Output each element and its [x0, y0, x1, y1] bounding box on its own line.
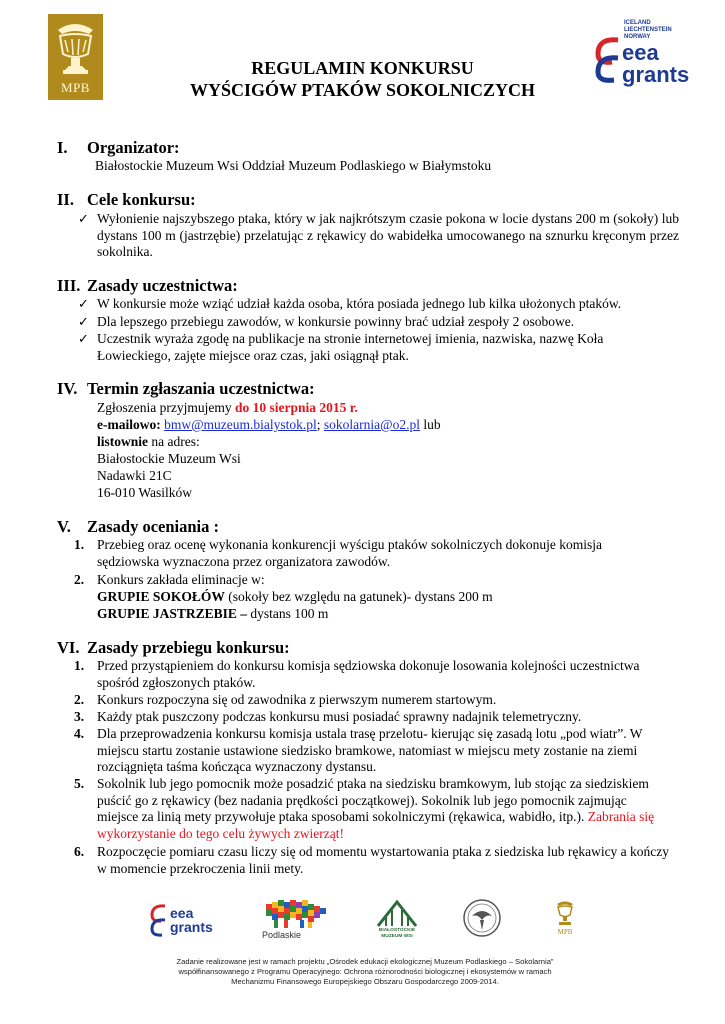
- check-icon: ✓: [78, 331, 89, 346]
- post-label: listownie: [97, 434, 149, 449]
- list-number: 2.: [74, 692, 85, 707]
- page-title: REGULAMIN KONKURSU: [251, 58, 474, 78]
- section-heading-evaluation: [57, 517, 219, 537]
- section-heading-goals: [57, 190, 196, 210]
- list-number: 2.: [74, 572, 85, 587]
- falcon-emblem-icon: [462, 898, 502, 938]
- museum-roof-icon: [374, 898, 420, 928]
- email-suffix: lub: [419, 417, 441, 432]
- deadline-label: Zgłoszenia przyjmujemy: [97, 400, 235, 415]
- section-number: V.: [57, 517, 71, 536]
- footer-note-line-3: Mechanizmu Finansowego Europejskiego Obszaru Gospodarczego 2009-2014.: [231, 977, 499, 986]
- check-icon: ✓: [78, 296, 89, 311]
- eea-text: eea: [622, 40, 659, 65]
- eea-country-3: NORWAY: [624, 34, 651, 40]
- check-icon: ✓: [78, 211, 89, 226]
- section-title: Zasady oceniania :: [87, 517, 220, 536]
- list-number: 4.: [74, 726, 85, 741]
- evaluation-item-2: Konkurs zakłada eliminacje w:: [97, 572, 265, 587]
- registration-email-line: [97, 417, 441, 434]
- post-suffix: na adres:: [148, 434, 200, 449]
- email-link-bmw[interactable]: bmw@muzeum.bialystok.pl: [164, 417, 317, 432]
- procedure-item-5-text: Sokolnik lub jego pomocnik może posadzić ptaka na siedzisku bramkowym, lub stojąc za siedziskiem puścić go z rękawicy (bez nadania prędkości początkowej). Sokolnik lub jego pomocnik zajmując miejsce za linią mety przywołuje ptaka sposobami sokolniczymi (rękawica, wabidło, itp.).: [97, 776, 649, 824]
- procedure-item-5: [97, 776, 667, 842]
- podlaskie-text: Podlaskie: [262, 930, 302, 940]
- list-number: 3.: [74, 709, 85, 724]
- address-line-2: Nadawki 21C: [97, 468, 172, 483]
- list-number: 1.: [74, 658, 85, 673]
- registration-post-line: [97, 434, 200, 451]
- group-hawks: [97, 606, 328, 623]
- email-label: e-mailowo:: [97, 417, 161, 432]
- eea-country-1: ICELAND: [624, 20, 651, 26]
- museum-logo-line-1: BIAŁOSTOCKIE: [378, 928, 416, 933]
- procedure-item-1: Przed przystąpieniem do konkursu komisja sędziowska dokonuje losowania kolejności uczestnictwa spośród zgłoszonych ptaków.: [97, 658, 640, 690]
- section-number: IV.: [57, 379, 78, 398]
- footer-eea-text: eea: [170, 905, 194, 921]
- procedure-item-6: Rozpoczęcie pomiaru czasu liczy się od momentu wystartowania ptaka z siedziska lub rękawicy a kończy w momencie przekroczenia linii mety.: [97, 844, 670, 876]
- museum-logo-text: [374, 928, 420, 940]
- footer-grants-text: grants: [170, 919, 213, 935]
- falcon-emblem-logo: [462, 898, 502, 938]
- footer-note: [120, 957, 610, 987]
- group-falcons: [97, 589, 493, 606]
- group-falcons-label: GRUPIE SOKOŁÓW: [97, 589, 225, 604]
- podlaskie-logo: [262, 898, 342, 944]
- address-line-1: Białostockie Muzeum Wsi: [97, 451, 241, 466]
- footer-urn-icon: [554, 898, 576, 928]
- evaluation-item-1: Przebieg oraz ocenę wykonania konkurencji wyścigu ptaków sokolniczych dokonuje komisja sędziowska wyznaczona przez organizatora zawodów.: [97, 537, 602, 569]
- section-heading-procedure: [57, 638, 290, 658]
- procedure-item-2: Konkurs rozpoczyna się od zawodnika z pierwszym numerem startowym.: [97, 692, 497, 707]
- section-title: Zasady przebiegu konkursu:: [87, 638, 290, 657]
- section-heading-participation: [57, 276, 238, 296]
- section-title: Termin zgłaszania uczestnictwa:: [87, 379, 315, 398]
- footer-mpb-text: MPB: [557, 928, 573, 936]
- mpb-logo-text: MPB: [61, 80, 90, 95]
- section-number: VI.: [57, 638, 80, 657]
- grants-text: grants: [622, 62, 690, 87]
- section-number: III.: [57, 276, 81, 295]
- section-number: I.: [57, 138, 68, 157]
- group-hawks-label: GRUPIE JASTRZEBIE –: [97, 606, 248, 621]
- goals-item-1: Wyłonienie najszybszego ptaka, który w jak najkrótszym czasie pokona w locie dystans 200 m (sokoły) lub dystans 100 m (jastrzębie) przelatując z rękawicy do wabidełka umocowanego na sznurku kręconym przez sokolnika.: [97, 211, 679, 259]
- page-subtitle: WYŚCIGÓW PTAKÓW SOKOLNICZYCH: [189, 80, 536, 100]
- eea-countries: [624, 20, 672, 41]
- registration-deadline: [97, 400, 358, 417]
- section-title: Organizator:: [87, 138, 180, 157]
- list-number: 5.: [74, 776, 85, 791]
- organizer-text: Białostockie Muzeum Wsi Oddział Muzeum Podlaskiego w Białymstoku: [95, 158, 492, 173]
- email-link-sokolarnia[interactable]: sokolarnia@o2.pl: [323, 417, 420, 432]
- section-heading-registration: [57, 379, 315, 399]
- section-number: II.: [57, 190, 74, 209]
- procedure-item-3: Każdy ptak puszczony podczas konkursu musi posiadać sprawny nadajnik telemetryczny.: [97, 709, 582, 724]
- participation-item-1: W konkursie może wziąć udział każda osoba, która posiada jednego lub kilka ułożonych ptaków.: [97, 296, 622, 311]
- deadline-date: do 10 sierpnia 2015 r.: [234, 400, 358, 415]
- section-heading-organizer: [57, 138, 180, 158]
- address-line-3: 16-010 Wasilków: [97, 485, 193, 500]
- section-title: Cele konkursu:: [87, 190, 196, 209]
- bison-mosaic-icon: [262, 898, 340, 930]
- group-falcons-distance: (sokoły bez względu na gatunek)- dystans 200 m: [224, 589, 493, 604]
- eea-country-2: LIECHTENSTEIN: [624, 27, 672, 33]
- procedure-item-4: Dla przeprowadzenia konkursu komisja ustala trasę przelotu- kierując się zasadą lotu „pod wiatr”. W miejscu startu zostanie ustawione siedzisko bramkowe, natomiast w miejscu mety zostanie na ziemi rozciągnięta taśma kończąca wyznaczony dystansu.: [97, 726, 643, 774]
- participation-item-2: Dla lepszego przebiegu zawodów, w konkursie powinny brać udział zespoły 2 osobowe.: [97, 314, 575, 329]
- group-hawks-distance: dystans 100 m: [247, 606, 329, 621]
- email-separator: ;: [316, 417, 321, 432]
- footer-mpb-logo: [554, 898, 576, 938]
- footer-note-line-1: Zadanie realizowane jest w ramach projektu „Ośrodek edukacji ekologicznej Muzeum Podlaskiego – Sokolarnia”: [176, 957, 554, 966]
- check-icon: ✓: [78, 314, 89, 329]
- list-number: 6.: [74, 844, 85, 859]
- procedure-item-5-warning: Zabrania się wykorzystanie do tego celu żywych zwierząt!: [97, 809, 655, 841]
- museum-village-logo: [374, 898, 420, 944]
- participation-item-3: Uczestnik wyraża zgodę na publikacje na stronie internetowej imienia, nazwiska, nazwę Koła Łowieckiego, zajęte miejsce oraz czas, jaki osiągnął ptak.: [97, 331, 604, 363]
- footer-note-line-2: współfinansowanego z Programu Operacyjnego: Ochrona różnorodności biologicznej i ekosystemów w ramach: [178, 967, 552, 976]
- museum-logo-line-2: MUZEUM WSI: [381, 934, 413, 939]
- footer-eea-swirl-icon: [150, 902, 168, 938]
- section-title: Zasady uczestnictwa:: [87, 276, 238, 295]
- list-number: 1.: [74, 537, 85, 552]
- footer-eea-grants-logo: [150, 896, 230, 942]
